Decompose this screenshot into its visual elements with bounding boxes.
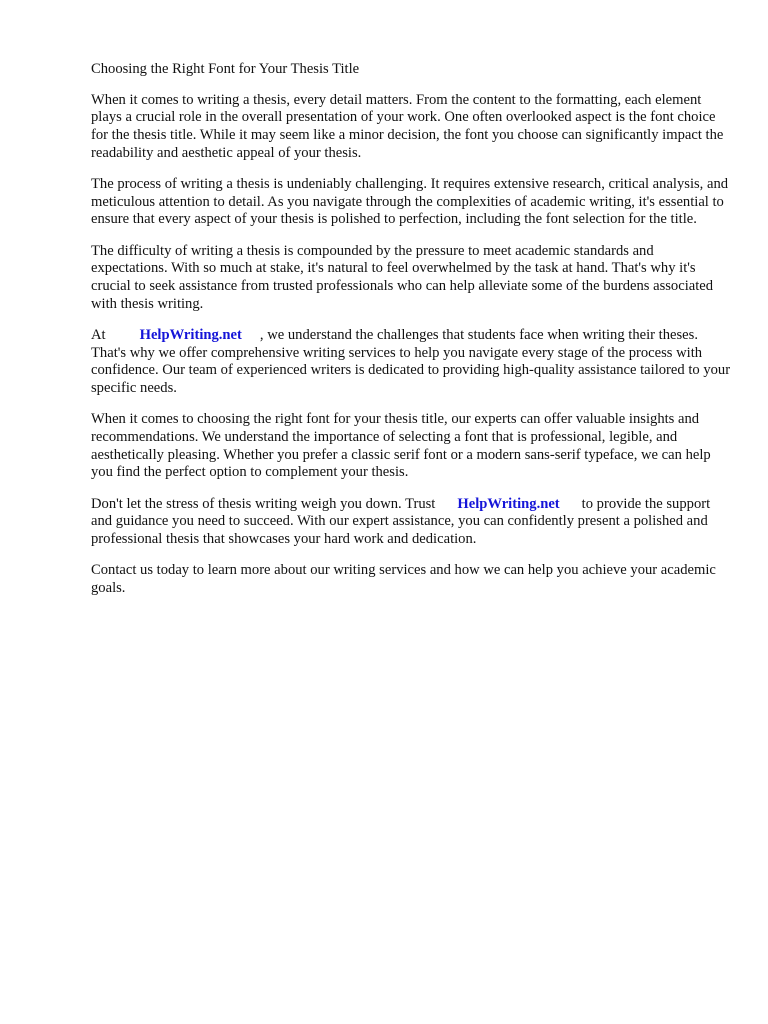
paragraph-difficulty: The difficulty of writing a thesis is compounded by the pressure to meet academic standards and expectations. With so much at stake, it's natural to feel overwhelmed by the task at hand. That's why it's crucial to seek assistance from trusted professionals who can help alleviate some of the burdens associated with thesis writing.: [91, 242, 714, 312]
paragraph-contact: Contact us today to learn more about our writing services and how we can help you achieve your academic goals.: [91, 562, 716, 596]
paragraph-process: The process of writing a thesis is undeniably challenging. It requires extensive research, critical analysis, and meticulous attention to detail. As you navigate through the complexities of academic writing, it's essential to ensure that every aspect of your thesis is polished to perfection, including the font selection for the title.: [91, 176, 729, 228]
paragraph-helpwriting-intro: [91, 327, 731, 398]
paragraph-text-after-link: to provide the support and guidance you need to succeed. With our expert assistance, you can confidently present a polished and professional thesis that showcases your hard work and dedication.: [91, 495, 711, 547]
paragraph-text-before-link: Don't let the stress of thesis writing weigh you down. Trust: [91, 495, 436, 512]
paragraph-text-after-link: , we understand the challenges that students face when writing their theses. That's why we offer comprehensive writing services to help you navigate every stage of the process with confidence. Our team of experienced writers is dedicated to providing high-quality assistance tailored to your specific needs.: [91, 326, 731, 397]
paragraph-trust: [91, 496, 731, 549]
helpwriting-link[interactable]: HelpWriting.net: [139, 326, 242, 343]
document-body: [91, 61, 731, 611]
document-title: Choosing the Right Font for Your Thesis Title: [91, 61, 360, 77]
paragraph-intro: When it comes to writing a thesis, every detail matters. From the content to the formatting, each element plays a crucial role in the overall presentation of your work. One often overlooked aspect is the font choice for the thesis title. While it may seem like a minor decision, the font you choose can significantly impact the readability and aesthetic appeal of your thesis.: [91, 91, 724, 161]
helpwriting-link[interactable]: HelpWriting.net: [457, 495, 560, 512]
paragraph-text-before-link: At: [91, 326, 106, 343]
paragraph-font-advice: When it comes to choosing the right font for your thesis title, our experts can offer valuable insights and recommendations. We understand the importance of selecting a font that is professional, legible, and aesthetically pleasing. Whether you prefer a classic serif font or a modern sans-serif typeface, we can help you find the perfect option to complement your thesis.: [91, 411, 711, 481]
